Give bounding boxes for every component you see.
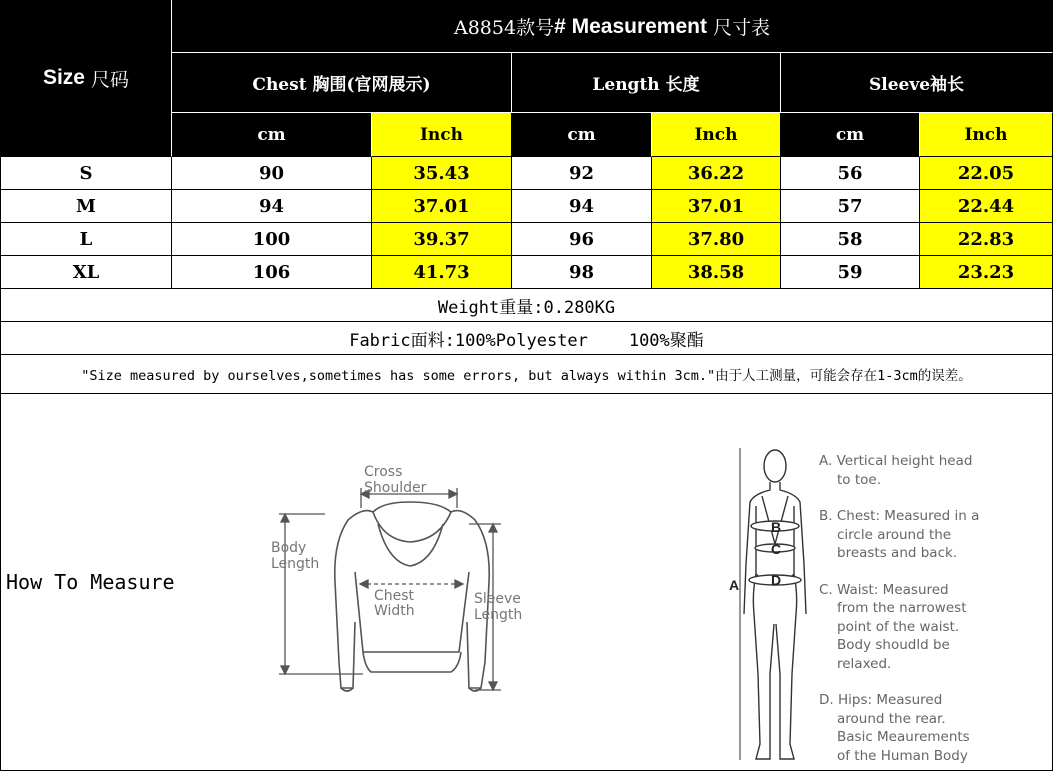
table-cell: 100 [172,223,372,256]
group-length: Length 长度 [512,53,781,113]
body-diagram [726,444,826,769]
cross-label-1: Cross [364,464,403,480]
sweater-diagram [263,462,543,702]
unit-sleeve-cm: cm [781,113,920,157]
unit-length-cm: cm [512,113,652,157]
table-cell: 106 [172,256,372,289]
table-cell: 59 [781,256,920,289]
table-cell: 37.80 [652,223,781,256]
table-cell: 38.58 [652,256,781,289]
table-cell: 39.37 [372,223,512,256]
unit-chest-cm: cm [172,113,372,157]
table-cell: 57 [781,190,920,223]
table-cell: 22.44 [920,190,1053,223]
table-cell: 22.83 [920,223,1053,256]
how-to-measure-label: How To Measure [6,570,175,594]
group-chest: Chest 胸围(官网展示) [172,53,512,113]
legend-b: B. Chest: Measured in a circle around the breasts and back. [819,508,980,561]
title-code: A8854款号 [454,17,555,39]
cross-label-2: Shoulder [364,480,427,496]
unit-sleeve-inch: Inch [920,113,1053,157]
row-size: L [0,223,172,256]
table-cell: 58 [781,223,920,256]
group-sleeve: Sleeve袖长 [781,53,1053,113]
row-size: XL [0,256,172,289]
body-letter-c: C [771,541,782,557]
legend-a: A. Vertical height head to toe. [819,453,973,488]
table-cell: 56 [781,157,920,190]
table-cell: 22.05 [920,157,1053,190]
unit-length-inch: Inch [652,113,781,157]
measurement-legend [819,452,1049,771]
sleeve-label-2: Length [474,607,523,623]
table-cell: 36.22 [652,157,781,190]
table-cell: 90 [172,157,372,190]
weight-line: Weight重量:0.280KG [0,289,1053,322]
unit-chest-inch: Inch [372,113,512,157]
body-letter-b: B [771,519,782,535]
table-cell: 98 [512,256,652,289]
table-cell: 37.01 [652,190,781,223]
body-label-1: Body [271,540,307,556]
legend-d: D. Hips: Measured around the rear. Basic Meaurements of the Human Body [819,692,970,764]
chest-label-1: Chest [374,588,415,604]
size-header [0,0,172,157]
body-letter-d: D [771,572,782,588]
title-measurement: # Measurement [554,14,707,38]
table-cell: 23.23 [920,256,1053,289]
body-letter-a: A [729,577,740,593]
title-cn: 尺寸表 [712,17,770,39]
sleeve-label-1: Sleeve [474,591,521,607]
table-cell: 92 [512,157,652,190]
size-label-en: Size [42,66,85,89]
legend-c: C. Waist: Measured from the narrowest point of the waist. Body shoudld be relaxed. [819,581,967,672]
how-to-measure-section [0,394,1053,771]
table-cell: 37.01 [372,190,512,223]
table-cell: 94 [512,190,652,223]
table-cell: 35.43 [372,157,512,190]
fabric-line: Fabric面料:100%Polyester 100%聚酯 [0,322,1053,355]
table-cell: 96 [512,223,652,256]
row-size: M [0,190,172,223]
table-cell: 41.73 [372,256,512,289]
table-cell: 94 [172,190,372,223]
table-title [172,0,1053,53]
chest-label-2: Width [374,603,415,619]
row-size: S [0,157,172,190]
size-label-cn: 尺码 [91,68,130,91]
size-note: "Size measured by ourselves,sometimes has some errors, but always within 3cm."由于人工测量，可能会存在1-3cm的误差。 [0,355,1053,394]
body-label-2: Length [271,556,320,572]
